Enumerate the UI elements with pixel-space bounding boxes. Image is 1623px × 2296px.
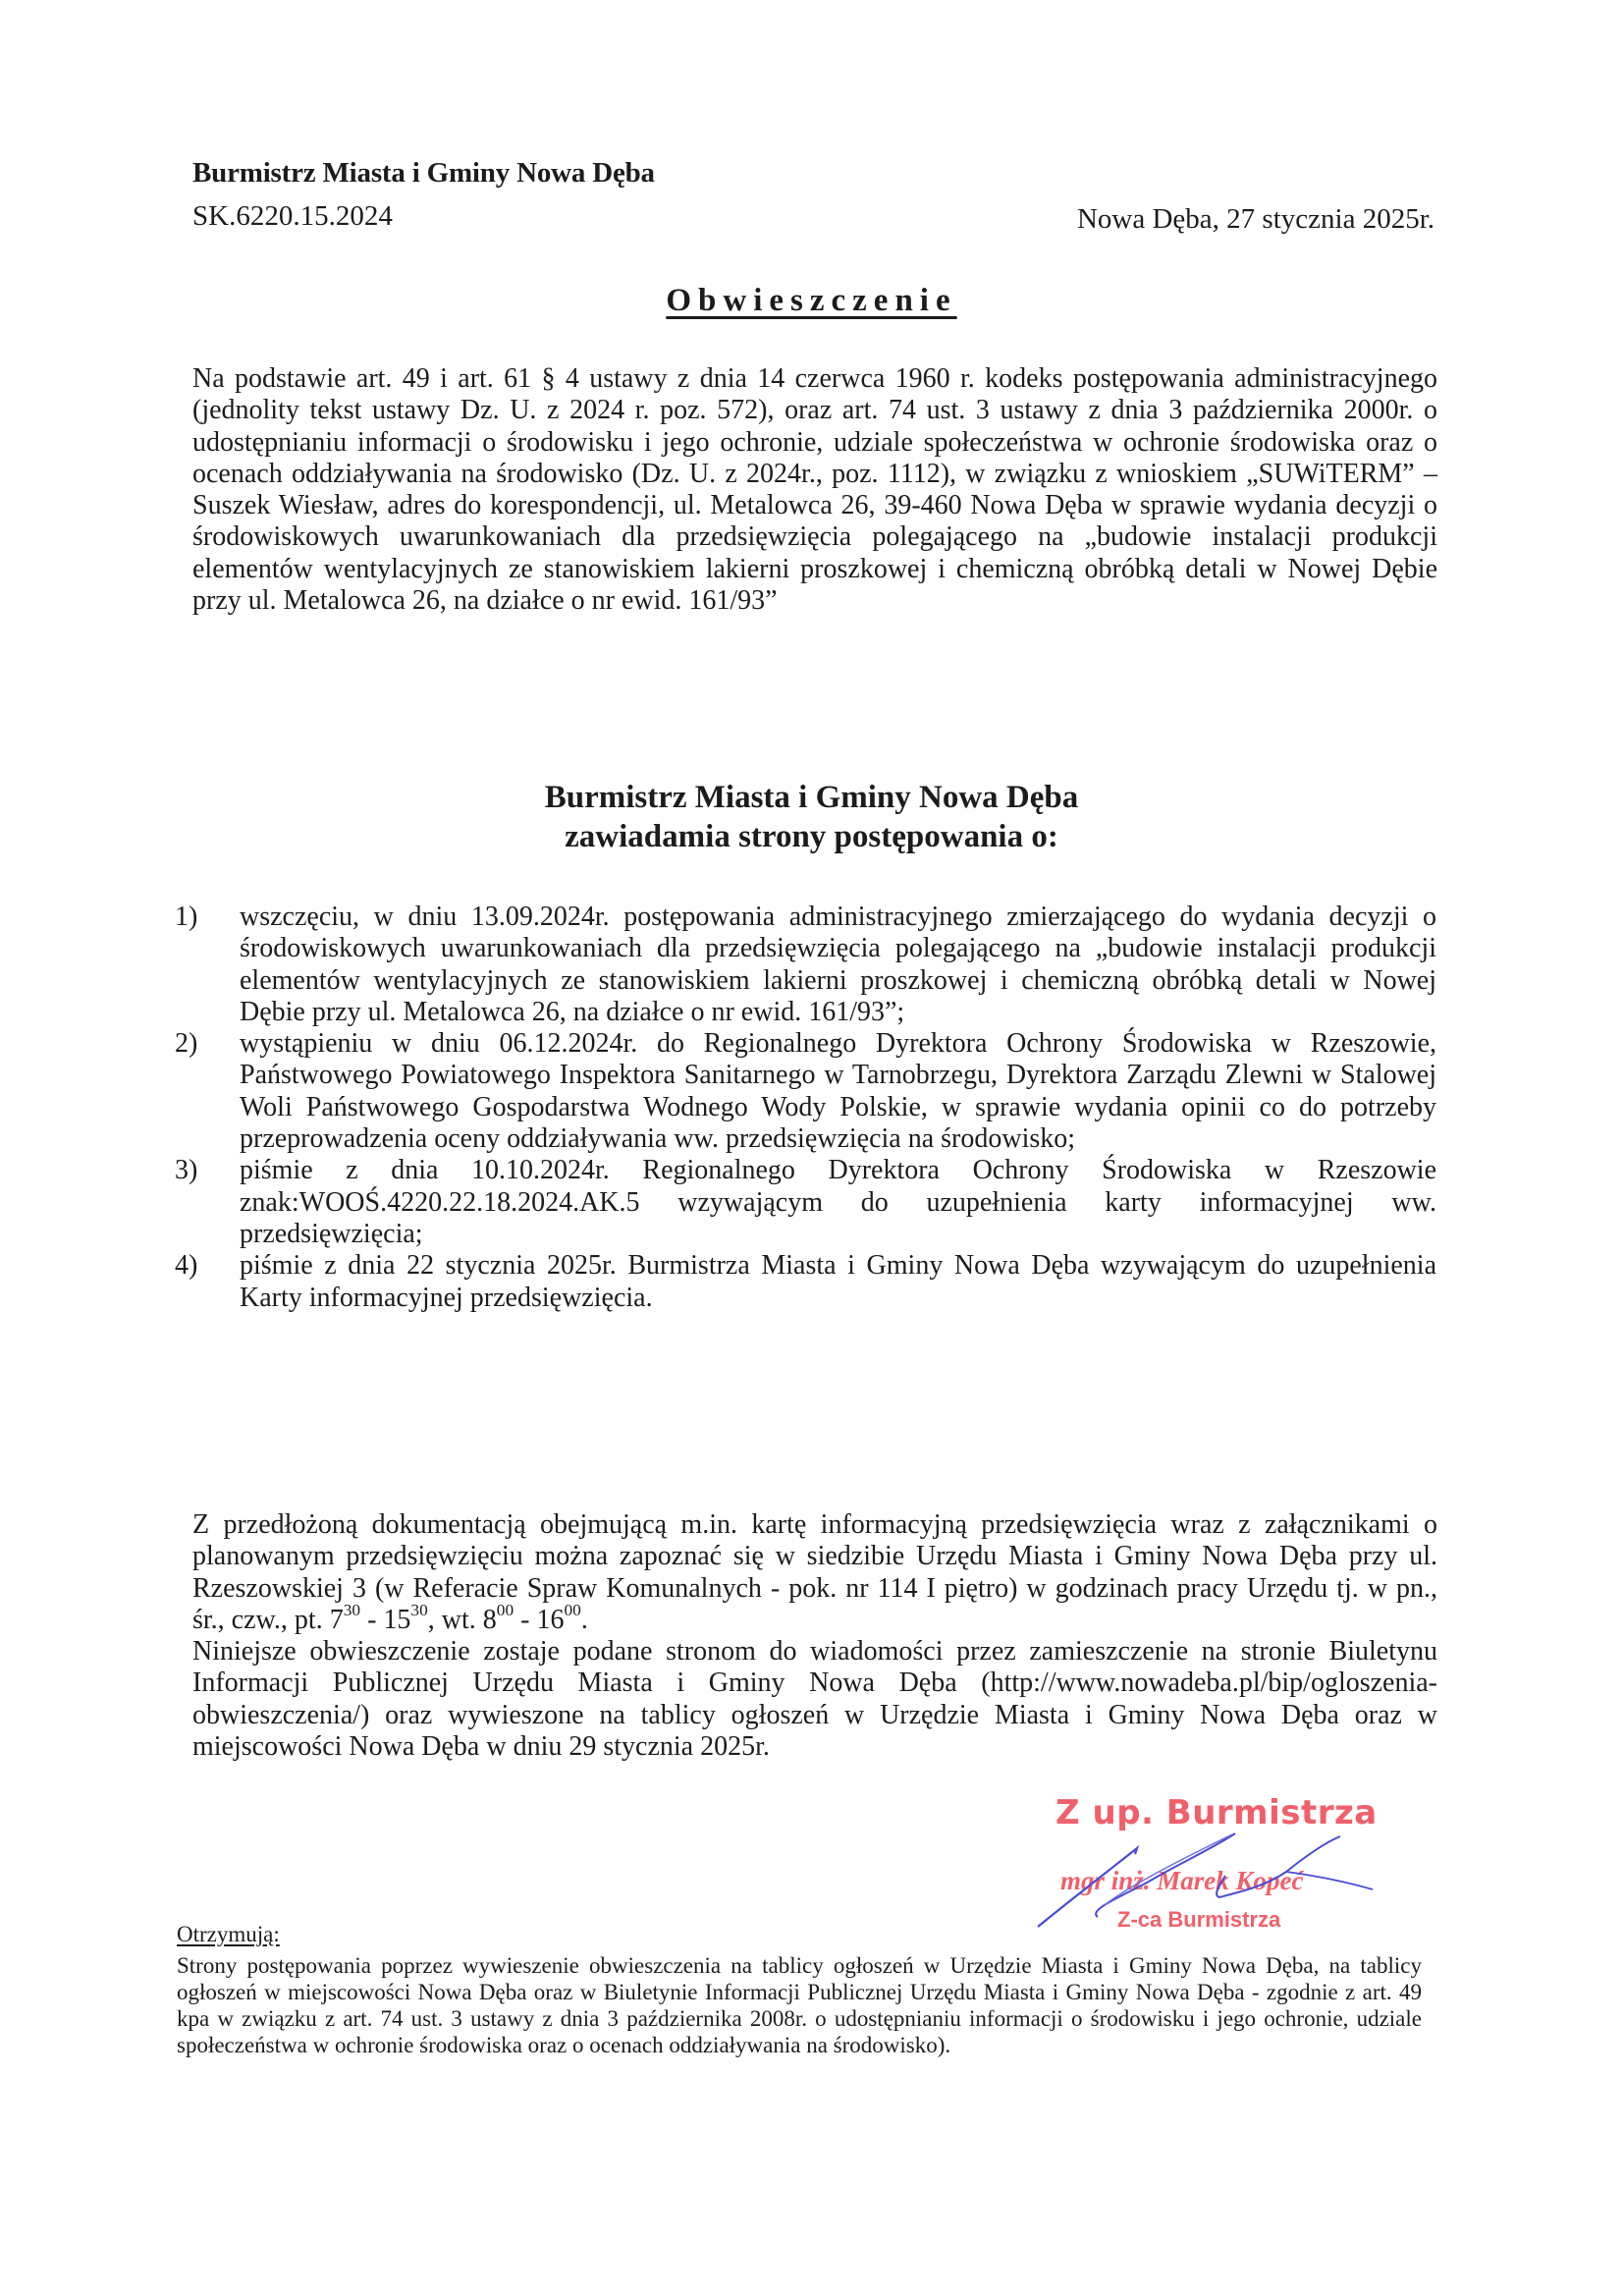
- notice-heading-line2: zawiadamia strony postępowania o:: [565, 819, 1058, 854]
- list-item-number: 2): [175, 1028, 198, 1060]
- list-item-number: 3): [175, 1155, 198, 1186]
- documentation-text: Z przedłożoną dokumentacją obejmującą m.in. kartę informacyjną przedsięwzięcia wraz z załącznikami o planowanym przedsięwzięciu można zapoznać się w siedzibie Urzędu Miasta i Gminy Nowa Dęba przy ul. Rzeszowskiej 3 (w Referacie Spraw Komunalnych - pok. nr 114 I piętro) w godzinach pracy Urzędu tj. w pn., śr., czw., pt.: [192, 1509, 1437, 1635]
- recipients-label: Otrzymują:: [177, 1922, 280, 1946]
- place-and-date: Nowa Dęba, 27 stycznia 2025r.: [1076, 203, 1434, 235]
- document-title-text: Obwieszczenie: [666, 283, 957, 318]
- list-item: [175, 1155, 1436, 1250]
- authorization-stamp: Z up. Burmistrza: [1055, 1793, 1378, 1832]
- office-hours: $7^{30} - 15^{30}$, wt. $8^{00} - 16^{00}$.: [329, 1600, 588, 1635]
- handwritten-signature-icon: [1001, 1807, 1414, 1944]
- notice-heading-line1: Burmistrz Miasta i Gminy Nowa Dęba: [544, 780, 1079, 815]
- list-item-text: piśmie z dnia 10.10.2024r. Regionalnego Dyrektora Ochrony Środowiska w Rzeszowie znak:WOOŚ.4220.22.18.2024.AK.5 wzywającym do uzupełnienia karty informacyjnej ww. przedsięwzięcia;: [240, 1155, 1436, 1249]
- recipients-text: Strony postępowania poprzez wywieszenie obwieszczenia na tablicy ogłoszeń w Urzędzie Miasta i Gminy Nowa Dęba, na tablicy ogłoszeń w miejscowości Nowa Dęba oraz w Biuletynie Informacji Publicznej Urzędu Miasta i Gminy Nowa Dęba - zgodnie z art. 49 kpa w związku z art. 74 ust. 3 ustawy z dnia 3 października 2008r. o udostępnianiu informacji o środowisku i jego ochronie, udziale społeczeństwa w ochronie środowiska oraz o ocenach oddziaływania na środowisko).: [177, 1953, 1422, 2057]
- list-item-text: wystąpieniu w dniu 06.12.2024r. do Regionalnego Dyrektora Ochrony Środowiska w Rzeszowie, Państwowego Powiatowego Inspektora Sanitarnego w Tarnobrzegu, Dyrektora Zarządu Zlewni w Stalowej Woli Państwowego Gospodarstwa Wodnego Wody Polskie, w sprawie wydania opinii co do potrzeby przeprowadzenia oceny oddziaływania ww. przedsięwzięcia na środowisko;: [240, 1028, 1436, 1155]
- stamp-signatory-name: mgr inż. Marek Kopeć: [1060, 1866, 1304, 1895]
- case-number: SK.6220.15.2024: [192, 200, 393, 232]
- list-item-text: wszczęciu, w dniu 13.09.2024r. postępowania administracyjnego zmierzającego do wydania decyzji o środowiskowych uwarunkowaniach dla przedsięwzięcia polegającego na „budowie instalacji produkcji elementów wentylacyjnych ze stanowiskiem lakierni proszkowej i chemiczną obróbką detali w Nowej Dębie przy ul. Metalowca 26, na działce o nr ewid. 161/93”;: [240, 902, 1436, 1027]
- publication-paragraph: Niniejsze obwieszczenie zostaje podane stronom do wiadomości przez zamieszczenie na stronie Biuletynu Informacji Publicznej Urzędu Miasta i Gminy Nowa Dęba (http://www.nowadeba.pl/bip/ogloszenia-obwieszczenia/) oraz wywieszone na tablicy ogłoszeń w Urzędzie Miasta i Gminy Nowa Dęba oraz w miejscowości Nowa Dęba w dniu 29 stycznia 2025r.: [192, 1636, 1437, 1763]
- issuer-name: Burmistrz Miasta i Gminy Nowa Dęba: [192, 157, 655, 189]
- notice-heading: [0, 778, 1623, 856]
- list-item: [175, 1028, 1436, 1155]
- intro-paragraph: Na podstawie art. 49 i art. 61 § 4 ustawy z dnia 14 czerwca 1960 r. kodeks postępowania administracyjnego (jednolity tekst ustawy Dz. U. z 2024 r. poz. 572), oraz art. 74 ust. 3 ustawy z dnia 3 października 2000r. o udostępnianiu informacji o środowisku i jego ochronie, udziale społeczeństwa w ochronie środowiska oraz o ocenach oddziaływania na środowisko (Dz. U. z 2024r., poz. 1112), w związku z wnioskiem „SUWiTERM” – Suszek Wiesław, adres do korespondencji, ul. Metalowca 26, 39-460 Nowa Dęba w sprawie wydania decyzji o środowiskowych uwarunkowaniach dla przedsięwzięcia polegającego na „budowie instalacji produkcji elementów wentylacyjnych ze stanowiskiem lakierni proszkowej i chemiczną obróbką detali w Nowej Dębie przy ul. Metalowca 26, na działce o nr ewid. 161/93”: [192, 363, 1437, 617]
- document-title: [0, 283, 1623, 319]
- documentation-paragraph: [192, 1509, 1437, 1636]
- notice-items-list: [175, 902, 1436, 1314]
- list-item-number: 1): [175, 902, 198, 932]
- documentation-and-publication: [192, 1509, 1437, 1763]
- stamp-signatory-role: Z-ca Burmistrza: [1117, 1907, 1281, 1932]
- list-item-number: 4): [175, 1250, 198, 1282]
- list-item: [175, 902, 1436, 1028]
- list-item-text: piśmie z dnia 22 stycznia 2025r. Burmistrza Miasta i Gminy Nowa Dęba wzywającym do uzupełnienia Karty informacyjnej przedsięwzięcia.: [240, 1250, 1436, 1313]
- list-item: [175, 1250, 1436, 1314]
